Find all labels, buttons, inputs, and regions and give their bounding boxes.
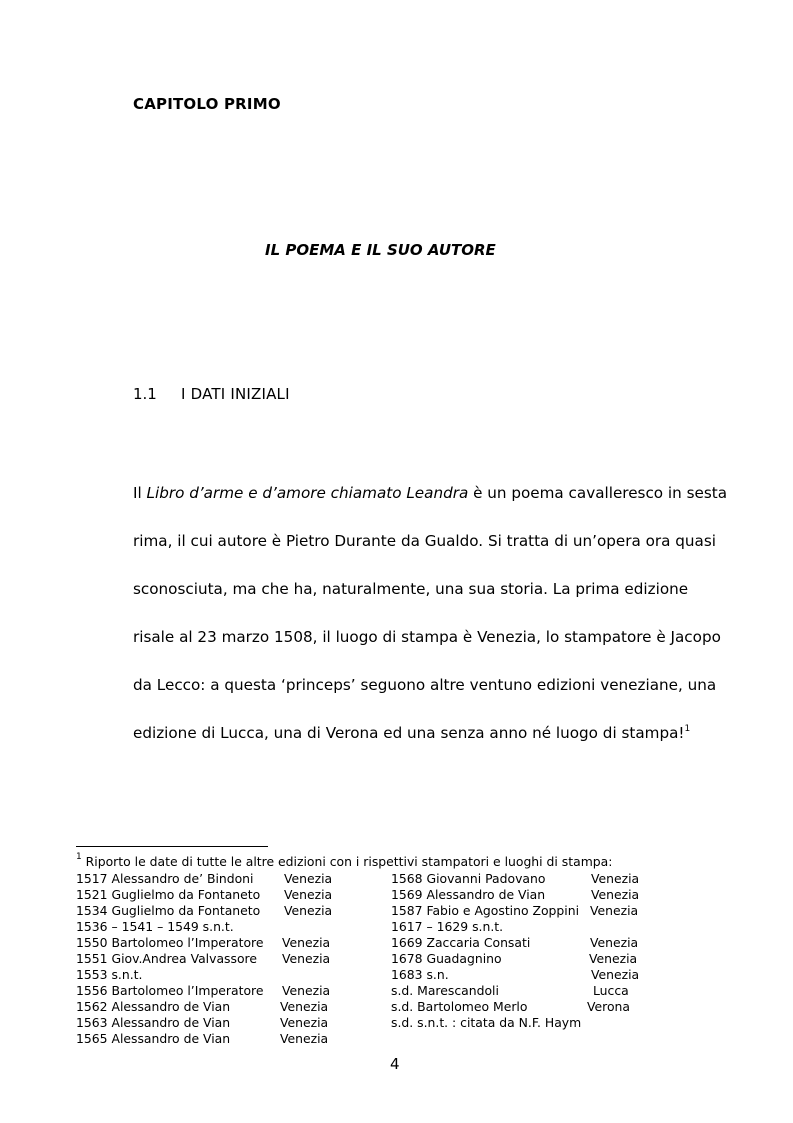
chapter-title: IL POEMA E IL SUO AUTORE [265,241,496,259]
footnote-edition-place: Verona [587,999,630,1014]
footnote-edition-entry: 1617 – 1629 s.n.t. [391,919,504,934]
footnote-edition-entry: 1562 Alessandro de Vian [76,999,231,1014]
section-title: I DATI INIZIALI [181,385,290,403]
footnote-edition-place: Venezia [282,951,331,966]
footnote-edition-entry: 1569 Alessandro de Vian [391,887,546,902]
footnote-edition-place: Venezia [282,983,331,998]
work-title: Libro d’arme e d’amore chiamato Leandra [146,484,469,502]
footnote-edition-entry: 1563 Alessandro de Vian [76,1015,231,1030]
footnote-edition-place: Venezia [284,903,333,918]
footnote-edition-entry: 1669 Zaccaria Consati [391,935,531,950]
section-number: 1.1 [133,385,157,403]
footnote-edition-place: Venezia [590,903,639,918]
footnote-edition-place: Venezia [589,951,638,966]
footnote-edition-entry: 1553 s.n.t. [76,967,143,982]
chapter-heading: CAPITOLO PRIMO [133,95,281,113]
footnote-edition-entry: s.d. Marescandoli [391,983,499,998]
footnote-edition-place: Venezia [591,887,640,902]
footnote-edition-entry: s.d. s.n.t. : citata da N.F. Haym [391,1015,582,1030]
footnote-edition-place: Lucca [593,983,629,998]
paragraph-line: sconosciuta, ma che ha, naturalmente, una sua storia. La prima edizione [133,580,689,598]
footnote-edition-place: Venezia [284,887,333,902]
footnote-edition-entry: 1517 Alessandro de’ Bindoni [76,871,254,886]
paragraph-line: edizione di Lucca, una di Verona ed una senza anno né luogo di stampa!$^1$ [133,724,691,742]
footnote-edition-entry: 1521 Guglielmo da Fontaneto [76,887,261,902]
footnote-intro: $^1$ Riporto le date di tutte le altre edizioni con i rispettivi stampatori e luoghi di stampa: [76,852,613,869]
footnote-edition-entry: 1550 Bartolomeo l’Imperatore [76,935,264,950]
footnote-edition-entry: 1534 Guglielmo da Fontaneto [76,903,261,918]
footnote-edition-entry: 1565 Alessandro de Vian [76,1031,231,1046]
footnote-edition-entry: 1683 s.n. [391,967,449,982]
footnote-edition-entry: 1587 Fabio e Agostino Zoppini [391,903,580,918]
footnote-edition-place: Venezia [280,1015,329,1030]
footnote-edition-entry: 1678 Guadagnino [391,951,502,966]
footnote-edition-place: Venezia [280,999,329,1014]
footnote-edition-entry: 1536 – 1541 – 1549 s.n.t. [76,919,234,934]
page-number: 4 [390,1055,400,1073]
paragraph-line: rima, il cui autore è Pietro Durante da Gualdo. Si tratta di un’opera ora quasi [133,532,716,550]
paragraph-line: risale al 23 marzo 1508, il luogo di stampa è Venezia, lo stampatore è Jacopo [133,628,721,646]
footnote-edition-place: Venezia [591,967,640,982]
footnote-edition-place: Venezia [282,935,331,950]
footnote-edition-place: Venezia [284,871,333,886]
footnote-edition-entry: 1568 Giovanni Padovano [391,871,546,886]
footnote-reference[interactable]: 1 [684,724,691,734]
footnote-edition-entry: s.d. Bartolomeo Merlo [391,999,528,1014]
footnote-edition-entry: 1551 Giov.Andrea Valvassore [76,951,257,966]
footnote-edition-place: Venezia [591,871,640,886]
footnote-edition-entry: 1556 Bartolomeo l’Imperatore [76,983,264,998]
footnote-separator [76,846,268,847]
footnote-marker: 1 [76,852,82,862]
paragraph-line: da Lecco: a questa ‘princeps’ seguono altre ventuno edizioni veneziane, una [133,676,717,694]
footnote-edition-place: Venezia [590,935,639,950]
paragraph-line: Il Libro d’arme e d’amore chiamato Leandra è un poema cavalleresco in sesta [133,484,728,502]
footnote-edition-place: Venezia [280,1031,329,1046]
